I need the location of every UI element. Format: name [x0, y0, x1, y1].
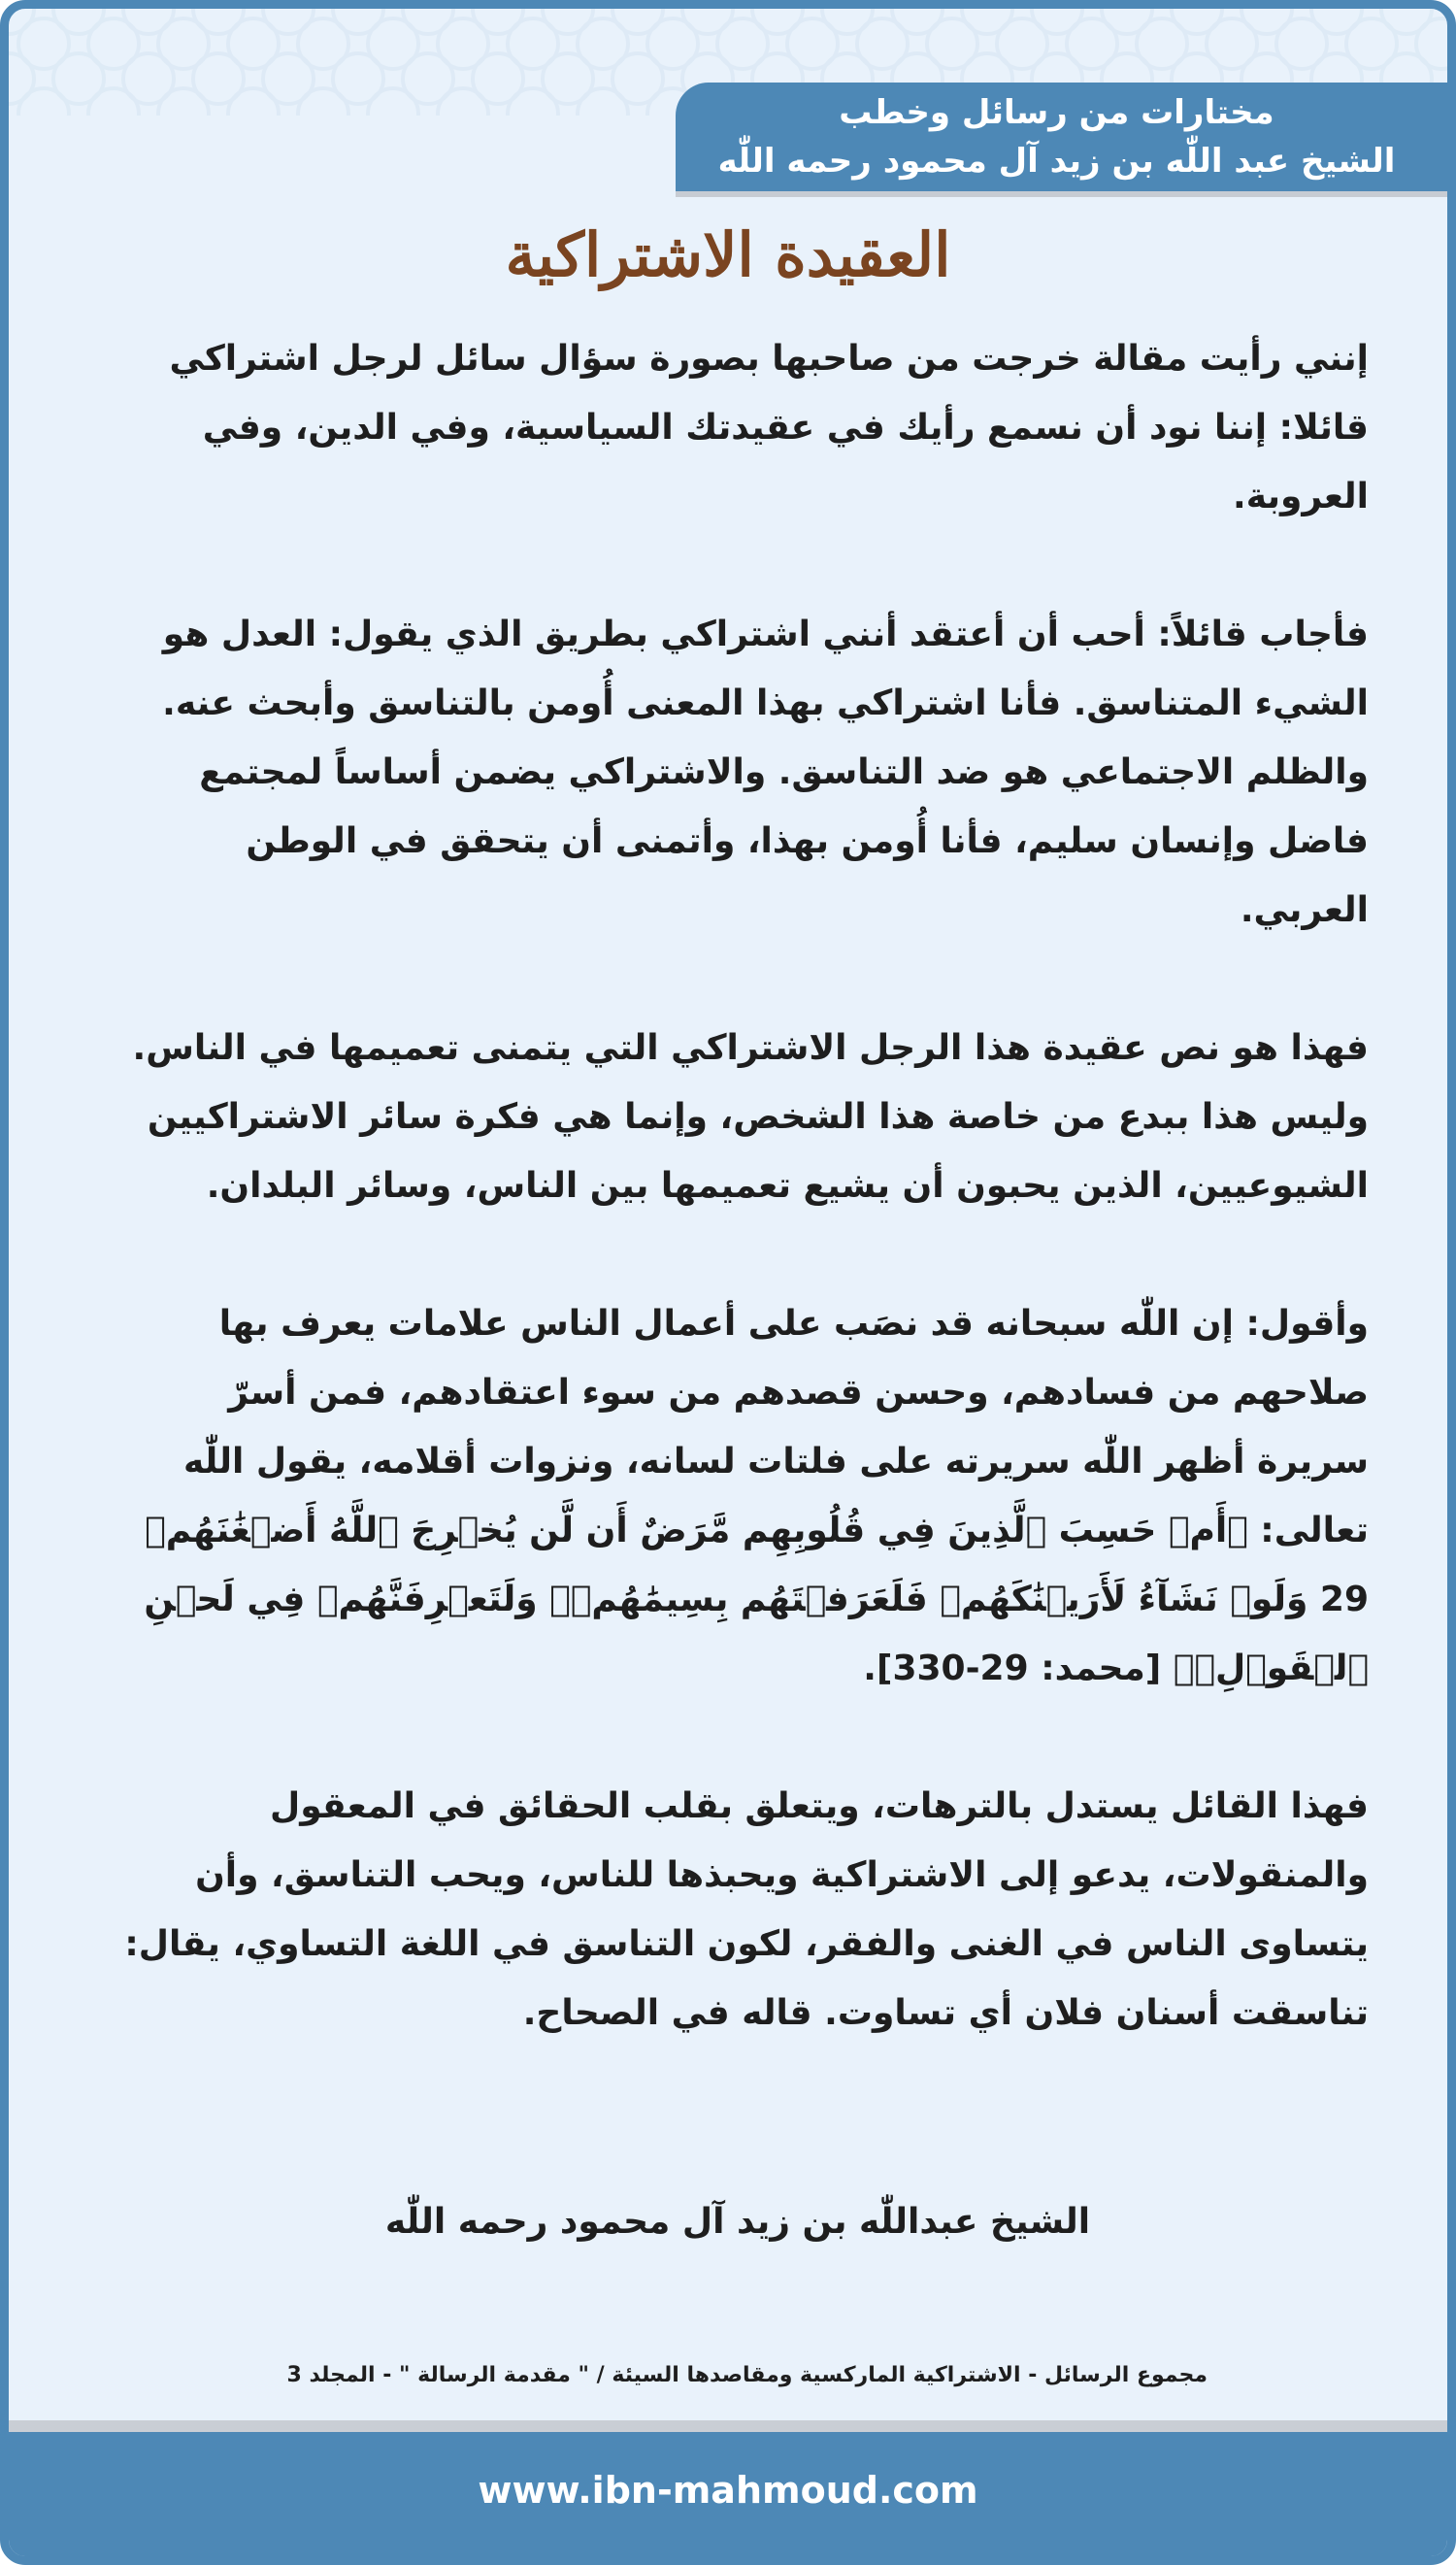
- author-signature: الشيخ عبداللّٰه بن زيد آل محمود رحمه اللّٰه: [384, 2202, 1091, 2242]
- footer-bar: [9, 2432, 1447, 2556]
- article-body: [111, 324, 1369, 2116]
- paragraph: فأجاب قائلاً: أحب أن أعتقد أنني اشتراكي بطريق الذي يقول: العدل هو الشيء المتناسق. فأنا اشتراكي بهذا المعنى أُومن بالتناسق وأبحث عنه. والظلم الاجتماعي هو ضد التناسق. والاشتراكي يضمن أساساً لمجتمع فاضل وإنسان سليم، فأنا أُومن بهذا، وأتمنى أن يتحقق في الوطن العربي.: [162, 615, 1369, 930]
- website-link[interactable]: www.ibn-mahmoud.com: [478, 2469, 978, 2512]
- article-title: العقيدة الاشتراكية: [505, 219, 951, 290]
- footer-divider: [9, 2420, 1447, 2432]
- source-citation: مجموع الرسائل - الاشتراكية الماركسية ومقاصدها السيئة / " مقدمة الرسالة " - المجلد 3: [286, 2363, 1208, 2387]
- header-banner: [676, 83, 1447, 191]
- paragraph: فهذا هو نص عقيدة هذا الرجل الاشتراكي التي يتمنى تعميمها في الناس. وليس هذا ببدع من خاصة هذا الشخص، وإنما هي فكرة سائر الاشتراكيين الشيوعيين، الذين يحبون أن يشيع تعميمها بين الناس، وسائر البلدان.: [132, 1028, 1369, 1206]
- header-line-1: مختارات من رسائل وخطب: [839, 93, 1274, 132]
- paragraph: وأقول: إن اللّٰه سبحانه قد نصَب على أعمال الناس علامات يعرف بها صلاحهم من فسادهم، وحسن قصدهم من سوء اعتقادهم، فمن أسرّ سريرة أظهر اللّٰه سريرته على فلتات لسانه، ونزوات أقلامه، يقول اللّٰه تعالى: ﴿أَمۡ حَسِبَ ٱلَّذِينَ فِي قُلُوبِهِم مَّرَضٌ أَن لَّن يُخۡرِجَ ٱللَّهُ أَضۡغَٰنَهُمۡ 29 وَلَوۡ نَشَآءُ لَأَرَيۡنَٰكَهُمۡ فَلَعَرَفۡتَهُم بِسِيمَٰهُمۡۚ وَلَتَعۡرِفَنَّهُمۡ فِي لَحۡنِ ٱلۡقَوۡلِۚ﴾ [محمد: 29-330].: [144, 1304, 1369, 1688]
- header-line-2: الشيخ عبد اللّٰه بن زيد آل محمود رحمه اللّٰه: [717, 142, 1396, 181]
- paragraph: فهذا القائل يستدل بالترهات، ويتعلق بقلب الحقائق في المعقول والمنقولات، يدعو إلى الاشتراكية ويحبذها للناس، ويحب التناسق، وأن يتساوى الناس في الغنى والفقر، لكون التناسق في اللغة التساوي، يقال: تناسقت أسنان فلان أي تساوت. قاله في الصحاح.: [124, 1786, 1369, 2033]
- paragraph: إنني رأيت مقالة خرجت من صاحبها بصورة سؤال سائل لرجل اشتراكي قائلا: إننا نود أن نسمع رأيك في عقيدتك السياسية، وفي الدين، وفي العروبة.: [169, 339, 1369, 516]
